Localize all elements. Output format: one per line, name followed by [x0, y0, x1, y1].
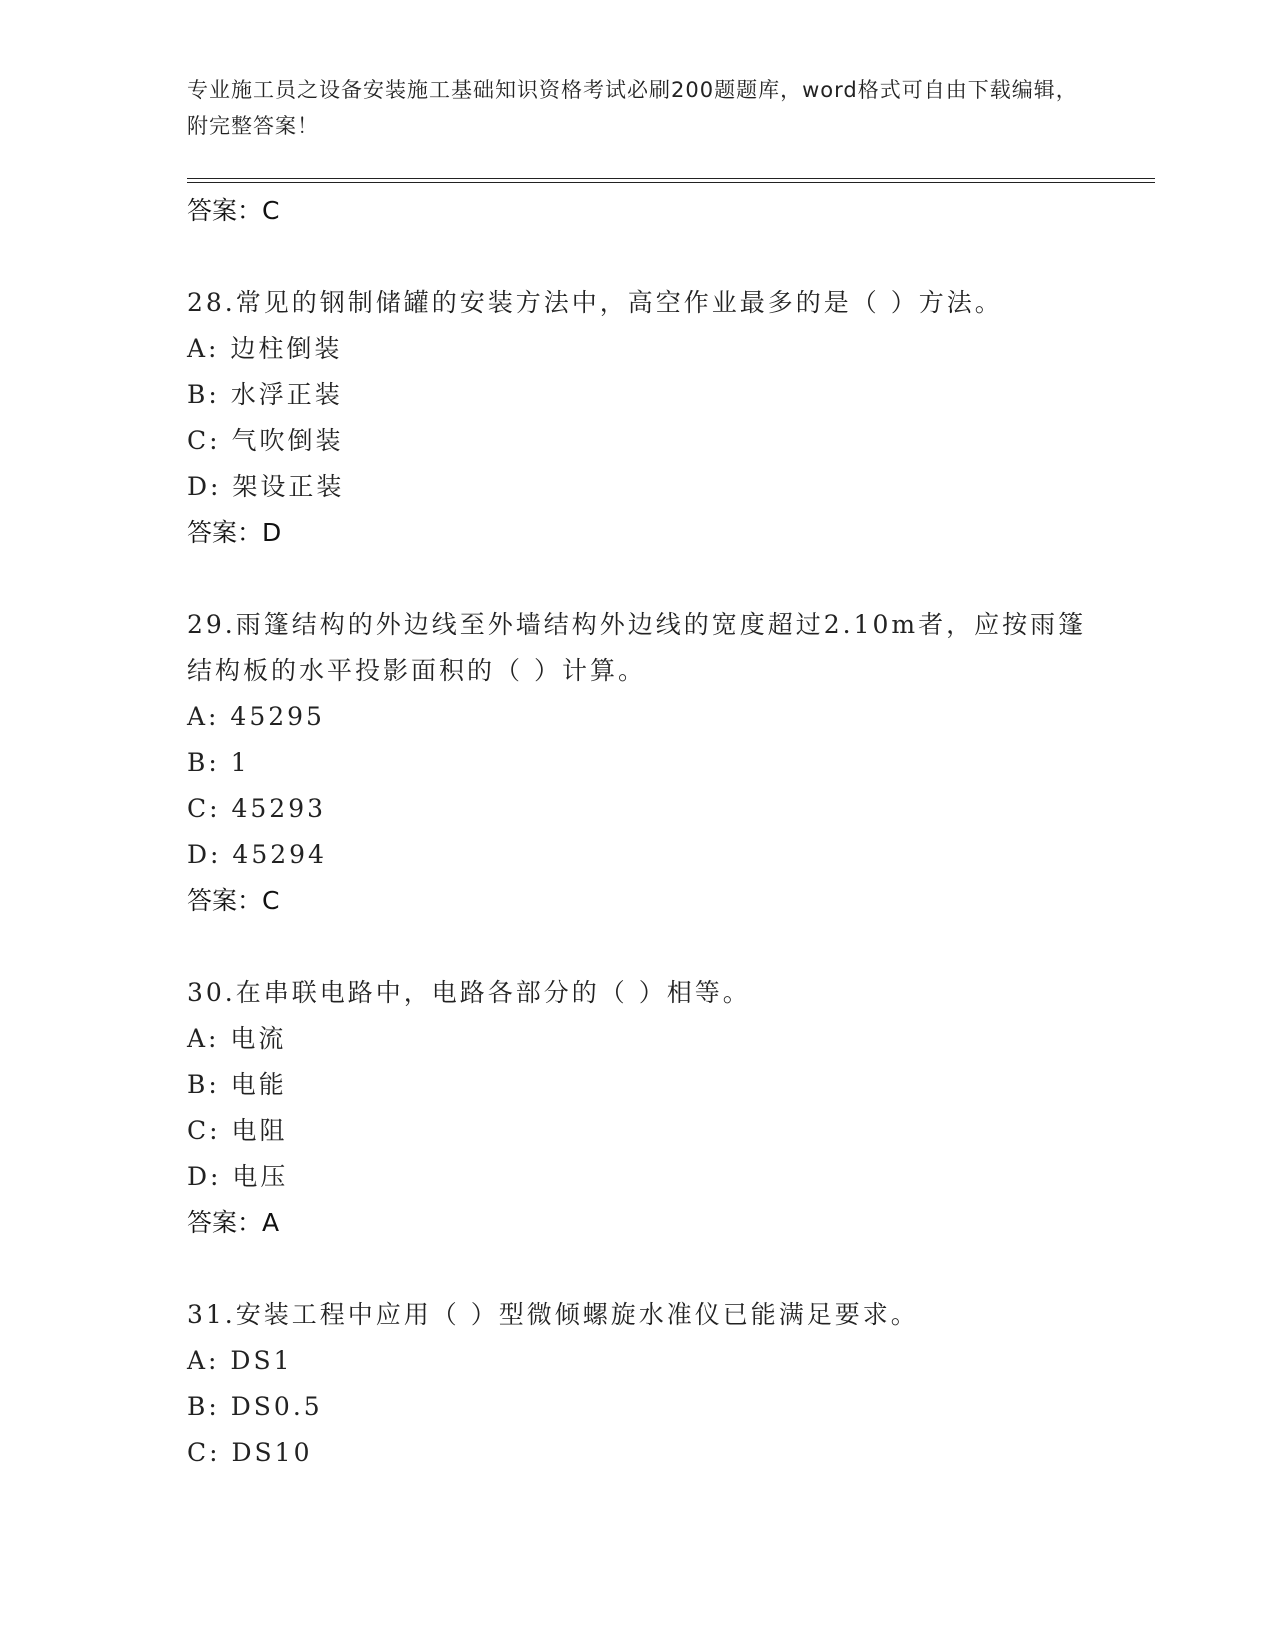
option-a: A: DS1: [187, 1346, 293, 1375]
answer-line: 答案：A: [187, 1208, 280, 1237]
header-rule-top: [187, 178, 1155, 179]
option-c: C: 气吹倒装: [187, 426, 344, 455]
question-31: [187, 1292, 1087, 1476]
option-c: C: DS10: [187, 1438, 313, 1467]
question-list: [187, 188, 1087, 1476]
option-b: B: 电能: [187, 1070, 287, 1099]
option-d: D: 电压: [187, 1162, 289, 1191]
option-c: C: 电阻: [187, 1116, 288, 1145]
option-a: A: 边柱倒装: [187, 334, 343, 363]
question-text: 28.常见的钢制储罐的安装方法中，高空作业最多的是（ ）方法。: [187, 288, 1003, 317]
answer-line: 答案：C: [187, 196, 280, 225]
option-b: B: DS0.5: [187, 1392, 323, 1421]
question-text: 30.在串联电路中，电路各部分的（ ）相等。: [187, 978, 751, 1007]
question-29: [187, 602, 1087, 924]
answer-line: 答案：C: [187, 886, 280, 915]
page-header: 专业施工员之设备安装施工基础知识资格考试必刷200题题库，word格式可自由下载编辑，附完整答案！: [187, 78, 1078, 138]
question-text: 31.安装工程中应用（ ）型微倾螺旋水准仪已能满足要求。: [187, 1300, 919, 1329]
option-b: B: 水浮正装: [187, 380, 343, 409]
question-28: [187, 280, 1087, 556]
option-d: D: 45294: [187, 840, 327, 869]
question-30: [187, 970, 1087, 1246]
option-a: A: 45295: [187, 702, 325, 731]
header-rule-bottom: [187, 182, 1155, 183]
answer-line: 答案：D: [187, 518, 282, 547]
option-a: A: 电流: [187, 1024, 287, 1053]
question-text: 29.雨篷结构的外边线至外墙结构外边线的宽度超过2.10m者，应按雨篷结构板的水平投影面积的（ ）计算。: [187, 610, 1087, 685]
option-b: B: 1: [187, 748, 250, 777]
option-c: C: 45293: [187, 794, 327, 823]
option-d: D: 架设正装: [187, 472, 345, 501]
